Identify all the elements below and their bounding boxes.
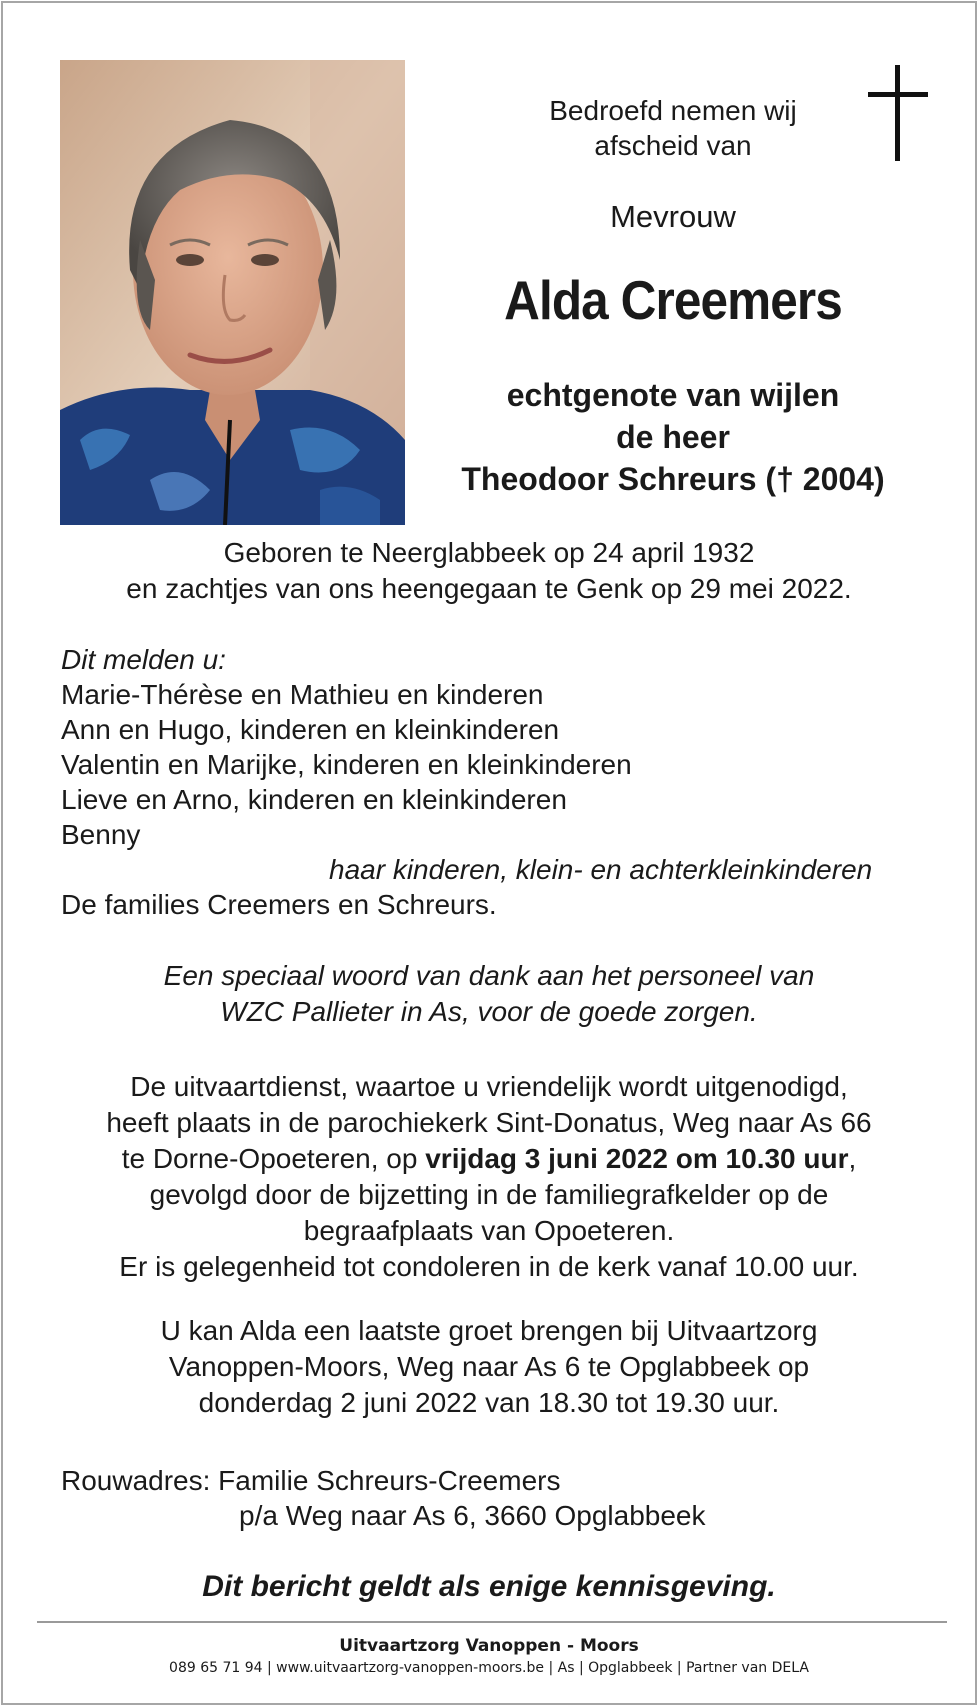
announcers-summary: haar kinderen, klein- en achterkleinkinderen [329,854,873,885]
service-line-4: gevolgd door de bijzetting in de familiegrafkelder op de [149,1179,829,1210]
mourning-address [61,1463,941,1533]
visitation-info [3,1313,975,1421]
thanks-text [3,958,975,1030]
address-line-2: p/a Weg naar As 6, 3660 Opglabbeek [239,1500,706,1531]
portrait-photo [60,60,405,525]
list-item: Marie-Thérèse en Mathieu en kinderen [61,679,544,710]
visit-line-2: Vanoppen-Moors, Weg naar As 6 te Opglabbeek op [168,1351,810,1382]
announcers-list [61,642,941,922]
thanks-line-2: WZC Pallieter in As, voor de goede zorgen. [220,996,758,1027]
service-line-6: Er is gelegenheid tot condoleren in de kerk vanaf 10.00 uur. [119,1251,859,1282]
list-item: Valentin en Marijke, kinderen en kleinkinderen [61,749,632,780]
visit-line-3: donderdag 2 juni 2022 van 18.30 tot 19.30 uur. [198,1387,780,1418]
funeral-service-info [3,1069,975,1285]
deceased-name: Alda Creemers [504,269,842,331]
service-line-1: De uitvaartdienst, waartoe u vriendelijk wordt uitgenodigd, [130,1071,848,1102]
spouse-info [413,374,933,500]
service-line-2: heeft plaats in de parochiekerk Sint-Donatus, Weg naar As 66 [106,1107,872,1138]
list-item: Lieve en Arno, kinderen en kleinkinderen [61,784,567,815]
birth-death-info [3,535,975,607]
thanks-line-1: Een speciaal woord van dank aan het personeel van [163,960,815,991]
service-line-3-prefix: te Dorne-Opoeteren, op [121,1143,426,1174]
spouse-line-2: de heer [616,419,730,455]
visit-line-1: U kan Alda een laatste groet brengen bij Uitvaartzorg [160,1315,818,1346]
service-date-time: vrijdag 3 juni 2022 om 10.30 uur [425,1143,849,1174]
portrait-image [60,60,405,525]
announcers-heading: Dit melden u: [61,644,226,675]
born-line-2: en zachtjes van ons heengegaan te Genk op 29 mei 2022. [126,573,852,604]
list-item: Benny [61,819,141,850]
list-item: Ann en Hugo, kinderen en kleinkinderen [61,714,560,745]
announcers-families: De families Creemers en Schreurs. [61,889,497,920]
intro-text [413,93,933,163]
honorific: Mevrouw [610,199,736,234]
spouse-line-3: Theodoor Schreurs († 2004) [461,461,885,497]
intro-line-2: afscheid van [594,130,752,161]
spouse-line-1: echtgenote van wijlen [506,377,840,413]
address-line-1: Rouwadres: Familie Schreurs-Creemers [61,1465,561,1496]
footer-divider [37,1621,947,1623]
service-line-5: begraafplaats van Opoeteren. [303,1215,675,1246]
service-line-3-suffix: , [848,1143,857,1174]
sole-notice: Dit bericht geldt als enige kennisgeving. [202,1570,776,1603]
born-line-1: Geboren te Neerglabbeek op 24 april 1932 [223,537,755,568]
obituary-card [1,1,977,1705]
service-line-3 [3,1141,975,1177]
footer-contact-info: 089 65 71 94 | www.uitvaartzorg-vanoppen-moors.be | As | Opglabbeek | Partner van DELA [169,1660,809,1676]
footer-company-name: Uitvaartzorg Vanoppen - Moors [339,1636,639,1656]
intro-line-1: Bedroefd nemen wij [549,95,797,126]
